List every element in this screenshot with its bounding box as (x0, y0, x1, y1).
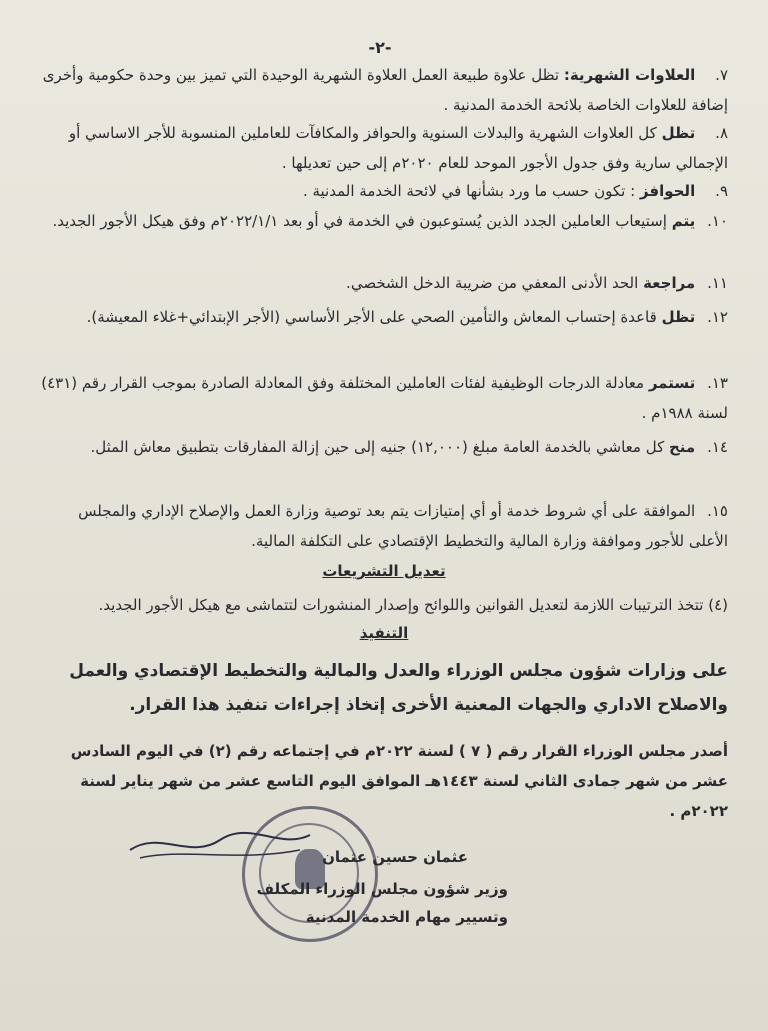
item-lead: تظل (661, 124, 696, 142)
item-number: ٨. (715, 124, 728, 142)
item-lead: العلاوات الشهرية: (563, 66, 696, 84)
item-number: ١١. (707, 274, 728, 292)
item-lead: تظل (661, 308, 696, 326)
item-text: كل معاشي بالخدمة العامة مبلغ (١٢,٠٠٠) جنيه إلى حين إزالة المفارقات بتطبيق معاش المثل. (90, 438, 669, 456)
item-13 (40, 368, 728, 428)
item-9 (40, 176, 728, 206)
item-lead: يتم (671, 212, 696, 230)
signatory-title: وزير شؤون مجلس الوزراء المكلف (256, 880, 508, 898)
item-number: ١٥. (707, 502, 728, 520)
item-7 (40, 60, 728, 120)
item-text: الحد الأدنى المعفي من ضريبة الدخل الشخصي. (346, 274, 644, 292)
item-15 (40, 496, 728, 556)
item-number: ٩. (715, 182, 728, 200)
item-text: تظل علاوة طبيعة العمل العلاوة الشهرية الوحيدة التي تميز بين وحدة حكومية وأخرى إضافة للعلاوات الخاصة بلائحة الخدمة المدنية . (42, 66, 728, 114)
item-14 (40, 432, 728, 462)
issuance-text: أصدر مجلس الوزراء القرار رقم ( ٧ ) لسنة ٢٠٢٢م في إجتماعه رقم (٢) في اليوم السادس عشر من شهر جمادى الثاني لسنة ١٤٤٣هـ الموافق اليوم التاسع عشر من شهر يناير لسنة ٢٠٢٢م . (70, 742, 728, 820)
item-text: : تكون حسب ما ورد بشأنها في لائحة الخدمة المدنية . (302, 182, 640, 200)
legislation-text: (٤) تتخذ الترتيبات اللازمة لتعديل القوانين واللوائح وإصدار المنشورات لتتماشى مع هيكل الأجور الجديد. (98, 596, 728, 614)
signatory-subtitle: وتسيير مهام الخدمة المدنية (305, 908, 508, 926)
page-number: -٢- (368, 38, 392, 57)
item-text: كل العلاوات الشهرية والبدلات السنوية والحوافز والمكافآت للعاملين المنسوبة للأجر الاساسي أو الإجمالي سارية وفق جدول الأجور الموحد للعام ٢٠٢٠م إلى حين تعديلها . (68, 124, 728, 172)
item-11 (40, 268, 728, 298)
signatory-name: عثمان حسين عثمان (322, 848, 468, 866)
item-lead: منح (668, 438, 696, 456)
item-number: ١٤. (707, 438, 728, 456)
item-number: ١٢. (707, 308, 728, 326)
item-number: ١٣. (707, 374, 728, 392)
item-lead: الحوافز (639, 182, 696, 200)
item-number: ٧. (715, 66, 728, 84)
item-12 (40, 302, 728, 332)
legislation-heading: تعديل التشريعات (322, 562, 446, 580)
item-10 (40, 206, 728, 236)
execution-text: على وزارات شؤون مجلس الوزراء والعدل والمالية والتخطيط الإقتصادي والعمل والاصلاح الاداري والجهات المعنية الأخرى إتخاذ إجراءات تنفيذ هذا القرار. (69, 661, 728, 715)
item-text: قاعدة إحتساب المعاش والتأمين الصحي على الأجر الأساسي (الأجر الإبتدائي+غلاء المعيشة). (86, 308, 662, 326)
execution-heading: التنفيذ (359, 624, 409, 642)
signature (120, 820, 320, 870)
item-8 (40, 118, 728, 178)
item-text: الموافقة على أي شروط خدمة أو أي إمتيازات يتم بعد توصية وزارة العمل والإصلاح الإداري والمجلس الأعلى للأجور وموافقة وزارة المالية والتخطيط الإقتصادي على التكلفة المالية. (78, 502, 728, 550)
item-lead: مراجعة (643, 274, 696, 292)
item-text: معادلة الدرجات الوظيفية لفئات العاملين المختلفة وفق المعادلة الصادرة بموجب القرار رقم (٤٣١) لسنة ١٩٨٨م . (41, 374, 728, 422)
item-lead: تستمر (648, 374, 696, 392)
item-text: إستيعاب العاملين الجدد الذين يُستوعبون في الخدمة في أو بعد ٢٠٢٢/١/١م وفق هيكل الأجور الجديد. (52, 212, 672, 230)
item-number: ١٠. (707, 212, 728, 230)
